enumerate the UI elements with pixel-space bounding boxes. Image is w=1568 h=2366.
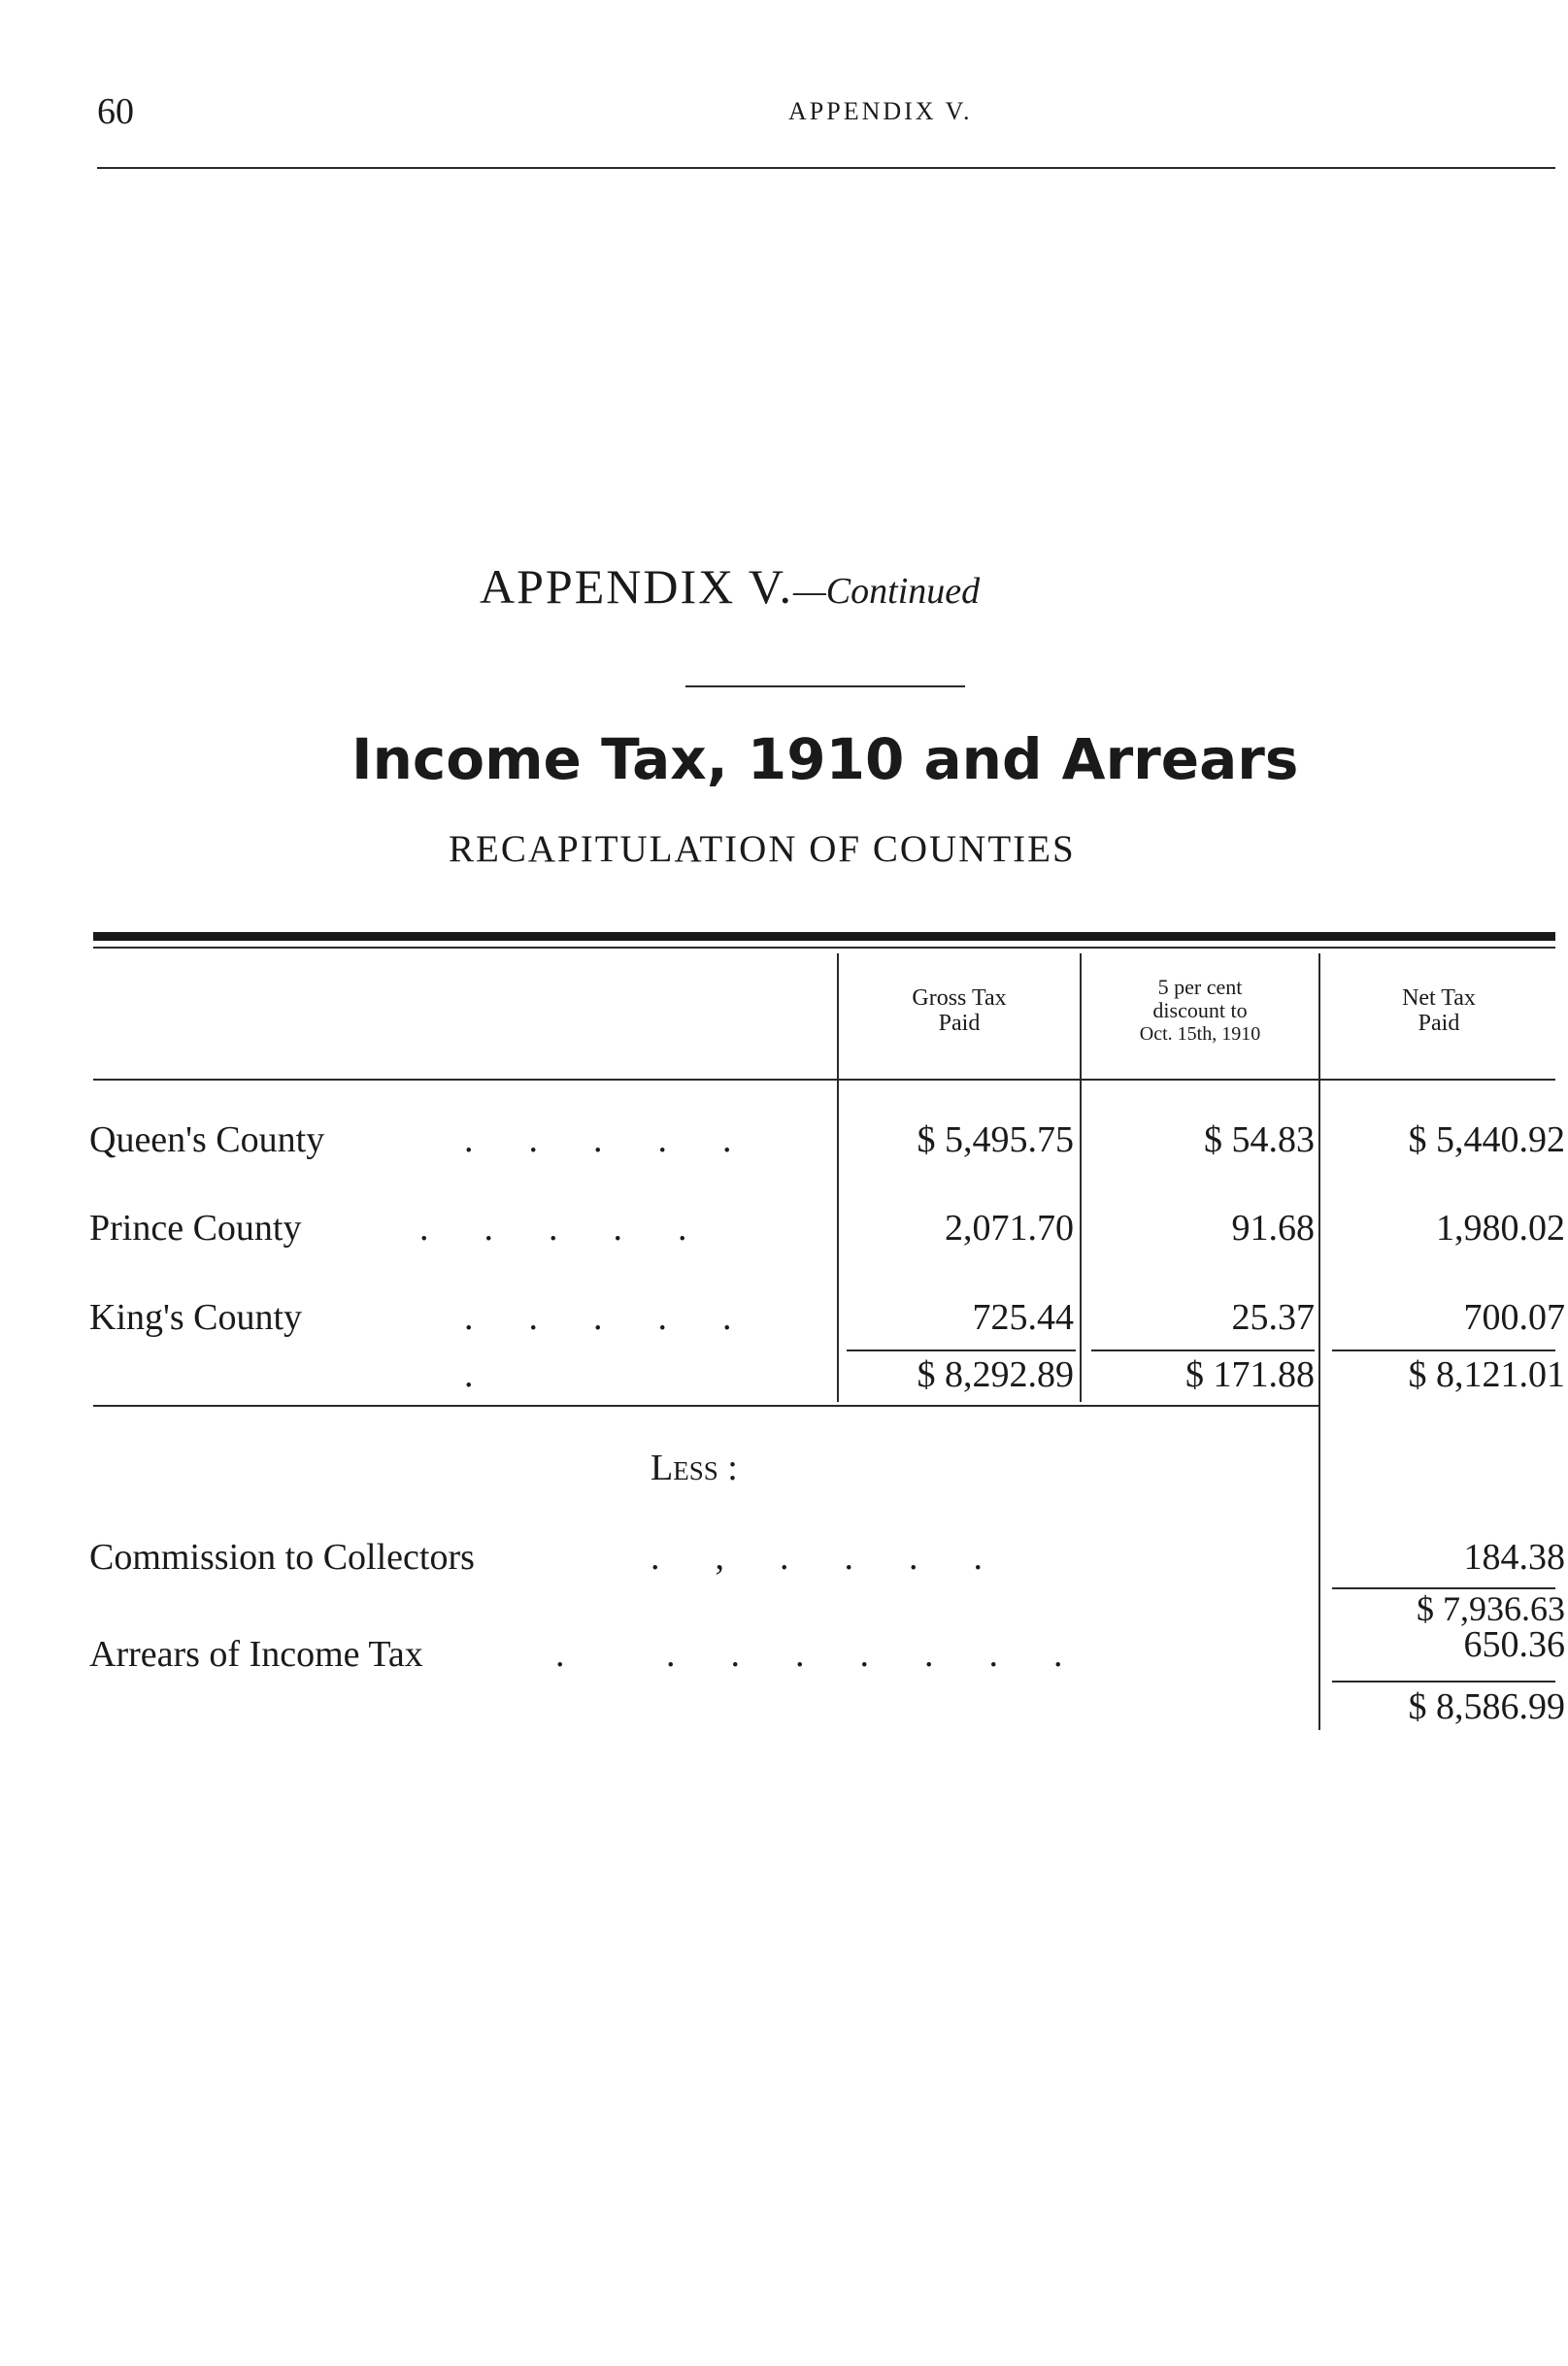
header-rule	[97, 167, 1555, 169]
net-value: 1,980.02	[1436, 1208, 1565, 1249]
continued-label: —Continued	[793, 571, 981, 612]
leader-dots: . . . . .	[464, 1119, 732, 1160]
arrears-label: Arrears of Income Tax	[89, 1634, 423, 1675]
page-number: 60	[97, 91, 134, 132]
header-discount	[1084, 976, 1317, 1046]
appendix-label: APPENDIX V.	[480, 559, 794, 614]
commission-row	[0, 1536, 1568, 1584]
net-value: 700.07	[1463, 1297, 1565, 1338]
discount-value: $ 54.83	[1204, 1119, 1315, 1160]
running-head-title: APPENDIX V.	[788, 97, 973, 125]
commission-value: 184.38	[1463, 1537, 1565, 1578]
discount-total: $ 171.88	[1185, 1354, 1315, 1395]
leader-dots: .	[464, 1354, 474, 1395]
table-row	[0, 1118, 1568, 1167]
table-top-thin-rule	[93, 947, 1555, 949]
table-top-thick-rule	[93, 932, 1555, 941]
arrears-value: 650.36	[1463, 1624, 1565, 1665]
county-name: Prince County	[89, 1208, 302, 1249]
gross-value: $ 5,495.75	[917, 1119, 1074, 1160]
leader-dots: . , . . . .	[651, 1537, 983, 1578]
totals-bottom-rule	[93, 1405, 1318, 1407]
header-gross-line2: Paid	[938, 1011, 981, 1036]
county-name: Queen's County	[89, 1119, 325, 1160]
page-title: Income Tax, 1910 and Arrears	[351, 726, 1299, 792]
leader-dots: . . . . . . . .	[555, 1634, 1063, 1675]
discount-value: 91.68	[1231, 1208, 1315, 1249]
discount-value: 25.37	[1231, 1297, 1315, 1338]
gross-total: $ 8,292.89	[917, 1354, 1074, 1395]
header-net-line1: Net Tax	[1402, 985, 1476, 1011]
header-discount-line2: discount to	[1152, 998, 1248, 1022]
net-sum-rule	[1332, 1350, 1555, 1351]
leader-dots: . . . . .	[464, 1297, 732, 1338]
county-name: King's County	[89, 1297, 303, 1338]
grand-total-rule	[1332, 1681, 1555, 1683]
header-discount-line1: 5 per cent	[1157, 975, 1243, 999]
table-row	[0, 1207, 1568, 1255]
header-gross-line1: Gross Tax	[912, 985, 1007, 1011]
header-discount-line3: Oct. 15th, 1910	[1139, 1023, 1261, 1045]
less-label: Less :	[651, 1448, 738, 1488]
grand-total-value: $ 8,586.99	[1408, 1686, 1565, 1727]
heading-short-rule	[685, 685, 965, 687]
gross-value: 725.44	[972, 1297, 1074, 1338]
header-net	[1322, 985, 1555, 1036]
discount-sum-rule	[1091, 1350, 1315, 1351]
net-total: $ 8,121.01	[1408, 1354, 1565, 1395]
arrears-row	[0, 1624, 1568, 1682]
header-bottom-rule	[93, 1079, 1555, 1081]
net-value: $ 5,440.92	[1408, 1119, 1565, 1160]
commission-label: Commission to Collectors	[89, 1537, 475, 1578]
header-net-line2: Paid	[1418, 1011, 1460, 1036]
subtotal-value: $ 7,936.63	[1417, 1589, 1565, 1628]
table-row	[0, 1296, 1568, 1345]
totals-row	[0, 1353, 1568, 1402]
gross-value: 2,071.70	[945, 1208, 1074, 1249]
header-gross	[841, 985, 1078, 1036]
appendix-heading	[480, 558, 980, 615]
page-subtitle: RECAPITULATION OF COUNTIES	[449, 828, 1076, 870]
gross-sum-rule	[847, 1350, 1076, 1351]
leader-dots: . . . . .	[419, 1208, 687, 1249]
